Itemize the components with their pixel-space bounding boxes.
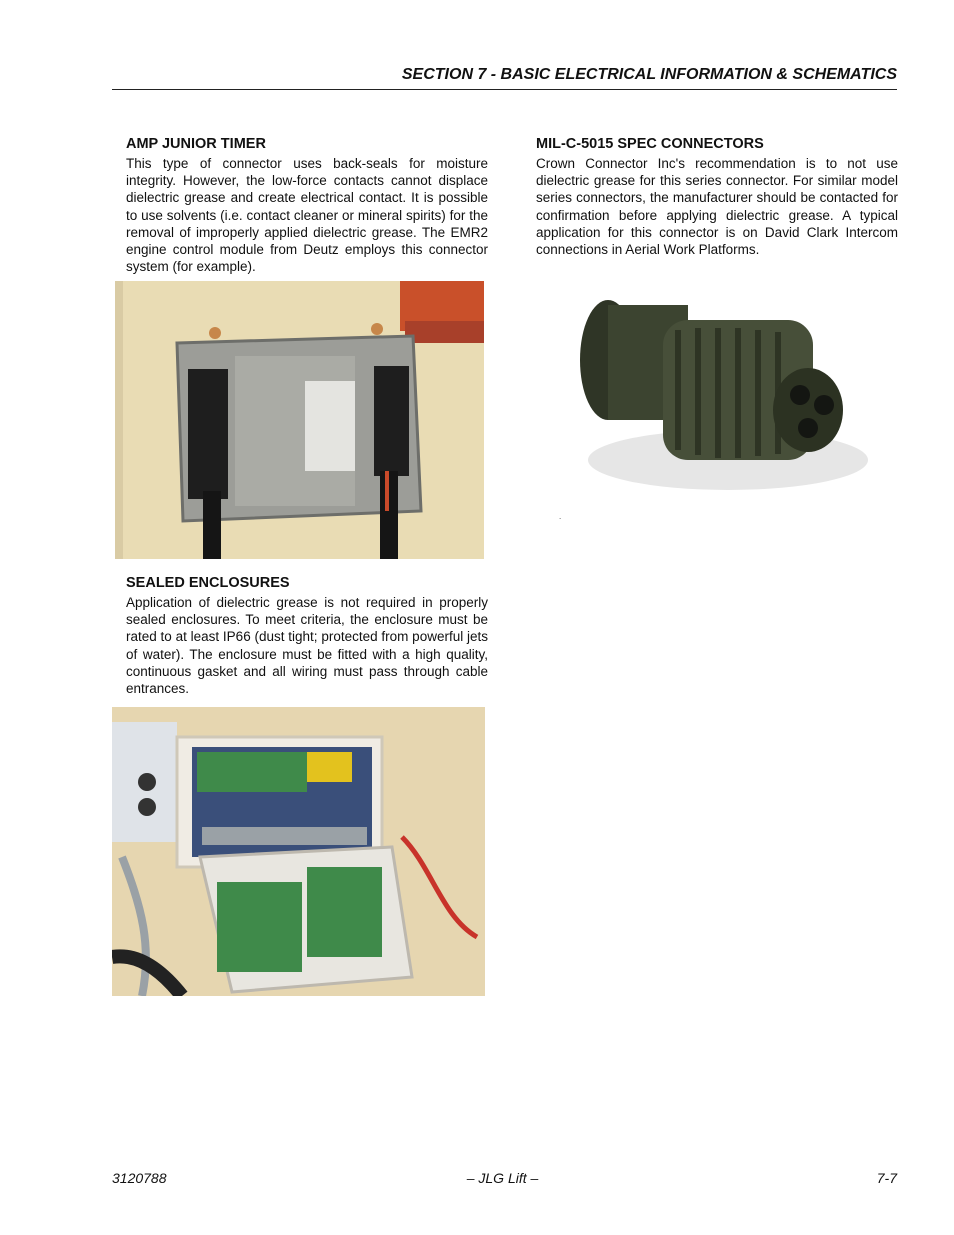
footer-doc-number: 3120788 bbox=[112, 1170, 167, 1186]
mil-c-5015-text: Crown Connector Inc's recommendation is to not use dielectric grease for this series connector. For similar model series connectors, the manufacturer should be contacted for confirmation before applying dielectric grease. A typical application for this connector is on David Clark Intercom connections in Aerial Work Platforms. bbox=[536, 156, 898, 258]
sealed-enclosures-heading: SEALED ENCLOSURES bbox=[126, 575, 290, 591]
footer-page-number: 7-7 bbox=[876, 1170, 897, 1186]
stray-dot: . bbox=[559, 512, 562, 521]
footer-center: – JLG Lift – bbox=[466, 1170, 539, 1186]
sealed-enclosures-text: Application of dielectric grease is not required in properly sealed enclosures. To meet criteria, the enclosure must be rated to at least IP66 (dust tight; protected from powerful jets of water). The enclosure must be fitted with a high quality, continuous gasket and all wiring must pass through cable entrances. bbox=[126, 595, 488, 697]
header-rule bbox=[112, 89, 897, 90]
mil-c-5015-section bbox=[536, 136, 898, 258]
mil-connector-photo bbox=[568, 290, 873, 505]
sealed-enclosures-section bbox=[126, 575, 488, 697]
sealed-enclosure-photo bbox=[112, 707, 485, 996]
amp-junior-timer-section bbox=[126, 136, 488, 275]
amp-junior-timer-text: This type of connector uses back-seals for moisture integrity. However, the low-force contacts cannot displace dielectric grease and create electrical contact. It is possible to use solvents (i.e. contact cleaner or mineral spirits) for the removal of improperly applied dielectric grease. The EMR2 engine control module from Deutz employs this connector system (for example). bbox=[126, 156, 488, 275]
emr2-module-photo bbox=[115, 281, 484, 559]
mil-c-5015-heading: MIL-C-5015 SPEC CONNECTORS bbox=[536, 136, 764, 152]
section-header-title: SECTION 7 - BASIC ELECTRICAL INFORMATION & SCHEMATICS bbox=[401, 66, 897, 83]
amp-junior-timer-heading: AMP JUNIOR TIMER bbox=[126, 136, 266, 152]
